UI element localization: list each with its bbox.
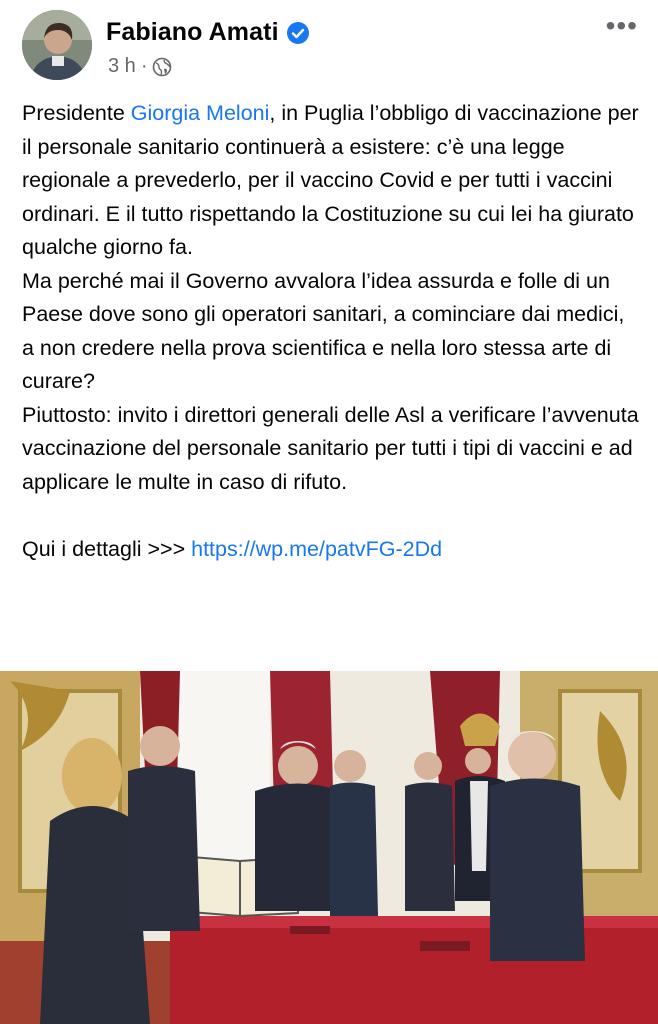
author-name[interactable]: Fabiano Amati bbox=[106, 18, 279, 46]
more-options-icon[interactable]: ••• bbox=[605, 10, 638, 41]
blank-line bbox=[22, 499, 642, 533]
post-timestamp[interactable]: 3 h bbox=[108, 55, 136, 77]
paragraph-3: Piuttosto: invito i direttori generali delle Asl a verificare l’avvenuta vaccinazione del personale sanitario per tutti i tipi di vaccini e ad applicare le multe in caso di rifuto. bbox=[22, 402, 639, 494]
mention-link[interactable]: Giorgia Meloni bbox=[130, 101, 270, 125]
text-segment: Presidente bbox=[22, 101, 131, 125]
meta-separator: · bbox=[140, 55, 148, 77]
verified-badge-icon bbox=[286, 21, 310, 45]
author-avatar[interactable] bbox=[22, 10, 92, 80]
post-meta bbox=[108, 55, 172, 78]
paragraph-2: Ma perché mai il Governo avvalora l’idea assurda e folle di un Paese dove sono gli operatori sanitari, a cominciare dai medici, a non credere nella prova scientifica e nella loro stessa arte di curare? bbox=[22, 268, 625, 393]
text-segment: , in Puglia l’obbligo di vaccinazione per il personale sanitario continuerà a esistere: c’è una legge regionale a prevederlo, per il vaccino Covid e per tutti i vaccini ordinari. E il tutto rispettando la Costituzione su cui lei ha giurato qualche giorno fa. bbox=[22, 101, 639, 259]
post-photo[interactable] bbox=[0, 671, 658, 1024]
details-line bbox=[22, 533, 642, 567]
paragraph-1 bbox=[22, 97, 642, 265]
globe-icon[interactable] bbox=[152, 57, 172, 77]
post-header bbox=[0, 0, 658, 92]
post-body bbox=[22, 97, 642, 566]
details-link[interactable]: https://wp.me/patvFG-2Dd bbox=[191, 536, 443, 561]
details-prefix: Qui i dettagli >>> bbox=[22, 536, 192, 561]
